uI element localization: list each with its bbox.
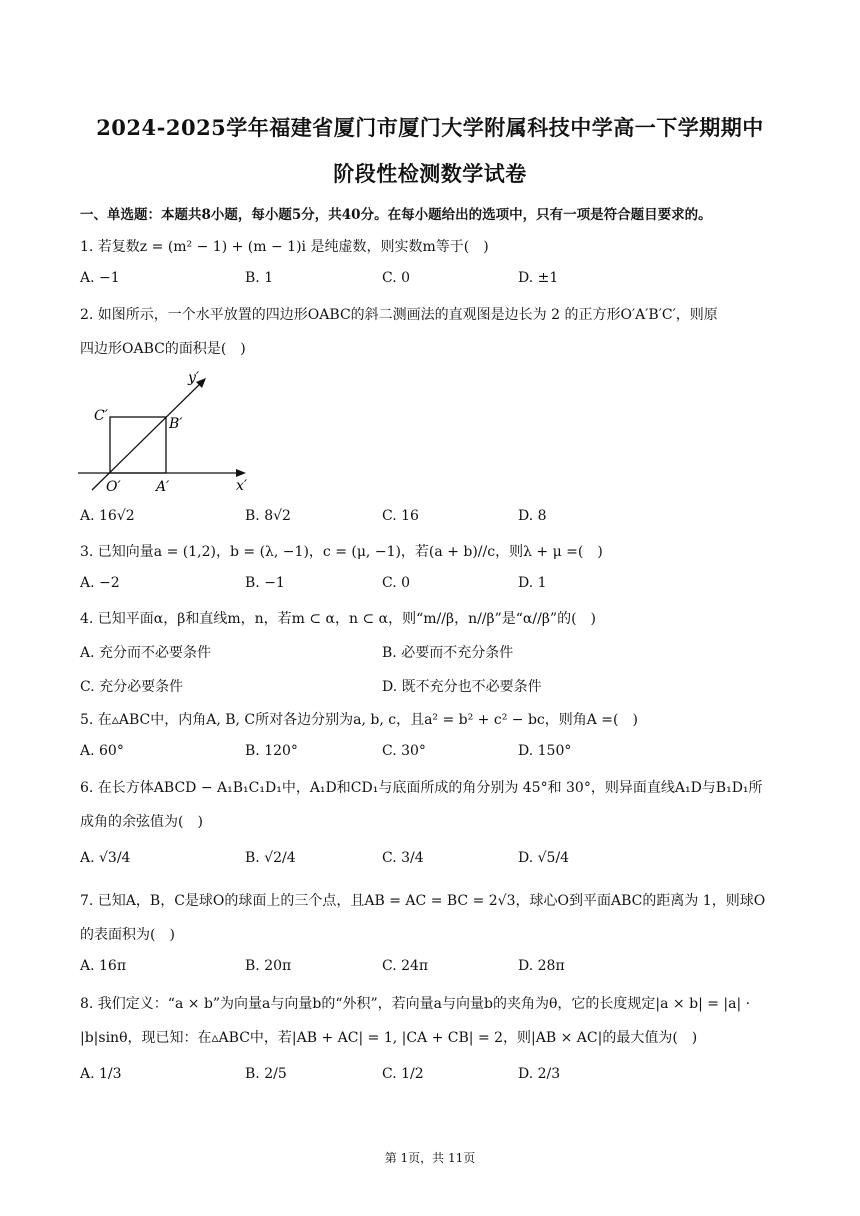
question-2-line1: 2. 如图所示，一个水平放置的四边形OABC的斜二测画法的直观图是边长为 2 的正方形O′A′B′C′，则原 [80, 307, 718, 323]
q1-option-c: C. 0 [382, 270, 411, 286]
label-b: B′ [169, 416, 183, 432]
question-7-line1: 7. 已知A，B，C是球O的球面上的三个点，且AB = AC = BC = 2√3，球心O到平面ABC的距离为 1，则球O [80, 893, 766, 909]
q2-option-a: A. 16√2 [80, 508, 135, 524]
oblique-square-figure [78, 366, 258, 496]
q6-option-a: A. √3/4 [80, 850, 131, 866]
question-7-line2: 的表面积为( ) [80, 927, 175, 943]
question-2-line2: 四边形OABC的面积是( ) [80, 341, 246, 357]
q6-option-d: D. √5/4 [518, 850, 570, 866]
q5-option-d: D. 150° [518, 743, 572, 759]
q8-option-c: C. 1/2 [382, 1066, 424, 1082]
q3-option-b: B. −1 [245, 575, 285, 591]
q7-option-d: D. 28π [518, 958, 565, 974]
section-heading: 一、单选题：本题共8小题，每小题5分，共40分。在每小题给出的选项中，只有一项是符合题目要求的。 [80, 207, 712, 223]
question-8-line1: 8. 我们定义：“a × b”为向量a与向量b的“外积”，若向量a与向量b的夹角为θ，它的长度规定|a × b| = |a| · [80, 996, 751, 1012]
q3-option-c: C. 0 [382, 575, 411, 591]
q2-option-d: D. 8 [518, 508, 547, 524]
q5-option-a: A. 60° [80, 743, 124, 759]
q5-option-c: C. 30° [382, 743, 426, 759]
label-a: A′ [156, 479, 170, 495]
q8-option-b: B. 2/5 [245, 1066, 287, 1082]
question-5: 5. 在▵ABC中，内角A, B, C所对各边分别为a, b, c，且a² = b² + c² − bc，则角A =( ) [80, 712, 638, 728]
question-1: 1. 若复数z = (m² − 1) + (m − 1)i 是纯虚数，则实数m等于( ) [80, 239, 489, 255]
x-axis-arrow [236, 469, 246, 477]
question-4: 4. 已知平面α，β和直线m，n，若m ⊂ α，n ⊂ α，则“m//β，n//β”是“α//β”的( ) [80, 611, 596, 627]
q3-option-a: A. −2 [80, 575, 120, 591]
q2-option-c: C. 16 [382, 508, 419, 524]
question-6-line2: 成角的余弦值为( ) [80, 814, 203, 830]
q7-option-b: B. 20π [245, 958, 292, 974]
exam-title-line2: 阶段性检测数学试卷 [333, 161, 527, 186]
q2-option-b: B. 8√2 [245, 508, 291, 524]
label-y: y′ [188, 370, 200, 386]
question-8-line2: |b|sinθ，现已知：在▵ABC中，若|AB + AC| = 1, |CA + CB| = 2，则|AB × AC|的最大值为( ) [80, 1030, 698, 1046]
q8-option-d: D. 2/3 [518, 1066, 561, 1082]
q6-option-b: B. √2/4 [245, 850, 296, 866]
q3-option-d: D. 1 [518, 575, 547, 591]
q1-option-b: B. 1 [245, 270, 274, 286]
q4-option-c: C. 充分必要条件 [80, 679, 184, 695]
label-x: x′ [236, 478, 248, 494]
question-6-line1: 6. 在长方体ABCD − A₁B₁C₁D₁中，A₁D和CD₁与底面所成的角分别为 45°和 30°，则异面直线A₁D与B₁D₁所 [80, 780, 763, 796]
q8-option-a: A. 1/3 [80, 1066, 122, 1082]
label-c: C′ [94, 408, 108, 424]
q4-option-d: D. 既不充分也不必要条件 [382, 679, 542, 695]
exam-title-line1: 2024-2025学年福建省厦门市厦门大学附属科技中学高一下学期期中 [96, 115, 764, 140]
page-footer: 第 1页，共 11页 [384, 1151, 476, 1165]
q1-option-d: D. ±1 [518, 270, 559, 286]
q5-option-b: B. 120° [245, 743, 298, 759]
label-o: O′ [106, 479, 121, 495]
q6-option-c: C. 3/4 [382, 850, 424, 866]
q1-option-a: A. −1 [80, 270, 120, 286]
q4-option-b: B. 必要而不充分条件 [382, 645, 514, 661]
q4-option-a: A. 充分而不必要条件 [80, 645, 212, 661]
q7-option-c: C. 24π [382, 958, 429, 974]
question-3: 3. 已知向量a = (1,2)，b = (λ, −1)，c = (μ, −1)，若(a + b)//c，则λ + μ =( ) [80, 544, 603, 560]
q7-option-a: A. 16π [80, 958, 127, 974]
